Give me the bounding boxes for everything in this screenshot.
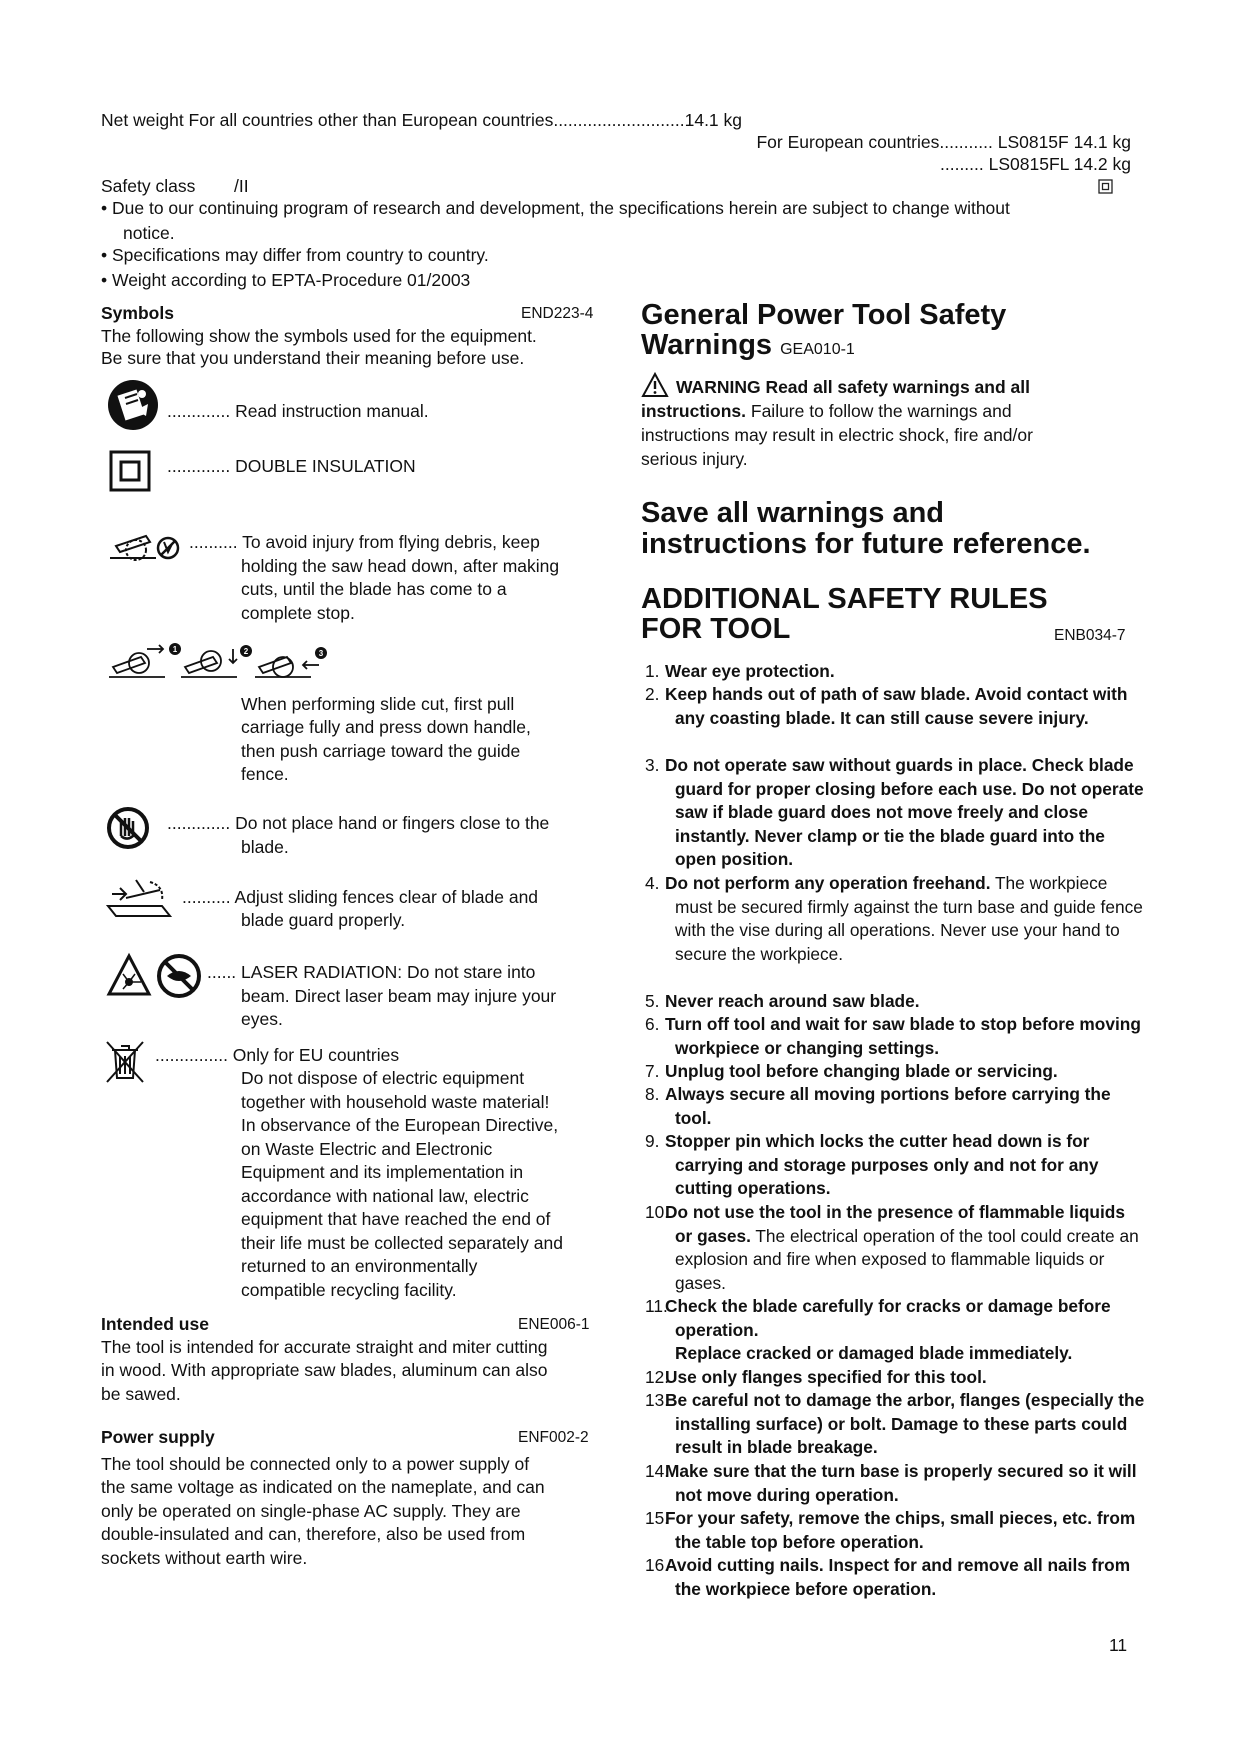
rule-6-number: 6. bbox=[645, 1014, 660, 1034]
rule-2-number: 2. bbox=[645, 684, 660, 704]
no-hands-icon bbox=[106, 806, 150, 850]
intended-use-line-1: The tool is intended for accurate straight and miter cutting bbox=[101, 1337, 548, 1357]
rule-15-bold: For your safety, remove the chips, small pieces, etc. from the table top before operation. bbox=[665, 1508, 1136, 1552]
power-supply-line-4: double-insulated and can, therefore, also be used from bbox=[101, 1524, 526, 1544]
additional-code: ENB034-7 bbox=[1054, 627, 1126, 644]
warning-line-1: WARNING Read all safety warnings and all bbox=[676, 377, 1030, 397]
additional-title-line-1: ADDITIONAL SAFETY RULES bbox=[641, 583, 1048, 615]
rule-7-bold: Unplug tool before changing blade or servicing. bbox=[665, 1061, 1058, 1081]
rule-7-number: 7. bbox=[645, 1061, 660, 1081]
safety-class-label: Safety class bbox=[101, 176, 196, 196]
symbol-laser-line-2: beam. Direct laser beam may injure your bbox=[241, 986, 557, 1006]
symbol-weee-line-1: ............... Only for EU countries bbox=[155, 1045, 400, 1065]
rule-15-number: 15. bbox=[645, 1508, 670, 1528]
rule-14-bold: Make sure that the turn base is properly secured so it will not move during operation. bbox=[665, 1461, 1137, 1505]
rule-5 bbox=[645, 990, 1145, 1014]
save-warnings-line-2: instructions for future reference. bbox=[641, 528, 1091, 560]
general-title-warnings: Warnings bbox=[641, 329, 773, 361]
symbol-weee-line-7: accordance with national law, electric bbox=[241, 1186, 529, 1206]
sliding-fence-icon bbox=[106, 876, 174, 922]
slide-step-2: 2 bbox=[243, 647, 249, 656]
rule-9 bbox=[645, 1130, 1145, 1201]
rule-4-number: 4. bbox=[645, 873, 660, 893]
rule-11 bbox=[645, 1295, 1145, 1342]
flying-debris-icon bbox=[106, 524, 181, 568]
laser-radiation-icon bbox=[107, 952, 203, 1000]
rule-16-number: 16. bbox=[645, 1555, 670, 1575]
symbol-weee-line-4: In observance of the European Directive, bbox=[241, 1115, 559, 1135]
symbol-slide-cut-line-2: carriage fully and press down handle, bbox=[241, 717, 531, 737]
symbol-read-manual-text: ............. Read instruction manual. bbox=[167, 401, 429, 421]
ls0815fl-weight-line: ......... LS0815FL 14.2 kg bbox=[940, 154, 1131, 174]
symbol-weee-line-5: on Waste Electric and Electronic bbox=[241, 1139, 493, 1159]
slide-step-3: 3 bbox=[318, 649, 324, 658]
rule-8 bbox=[645, 1083, 1145, 1130]
rule-12-number: 12. bbox=[645, 1367, 670, 1387]
rule-13 bbox=[645, 1389, 1145, 1460]
rule-1-bold: Wear eye protection. bbox=[665, 661, 835, 681]
symbol-sliding-fence-line-1: .......... Adjust sliding fences clear of blade and bbox=[182, 887, 539, 907]
power-supply-line-1: The tool should be connected only to a power supply of bbox=[101, 1454, 530, 1474]
rule-13-bold: Be careful not to damage the arbor, flanges (especially the installing surface) or bolt. Damage to these parts could result in blade breakage. bbox=[665, 1390, 1145, 1457]
symbols-heading: Symbols bbox=[101, 303, 174, 323]
rule-11-bold: Check the blade carefully for cracks or damage before operation. bbox=[665, 1296, 1111, 1340]
power-supply-heading: Power supply bbox=[101, 1427, 215, 1447]
symbol-weee-line-8: equipment that have reached the end of bbox=[241, 1209, 551, 1229]
rule-4-bold: Do not perform any operation freehand. bbox=[665, 873, 991, 893]
rule-10-rest: The electrical operation of the tool could create an explosion and fire when exposed to flammable liquids or gases. bbox=[675, 1225, 1139, 1293]
rule-4-rest: The workpiece must be secured firmly against the turn base and guide fence with the vise during all operations. Never use your hand to secure the workpiece. bbox=[675, 873, 1143, 964]
rule-6-bold: Turn off tool and wait for saw blade to stop before moving workpiece or changing settings. bbox=[665, 1014, 1141, 1058]
rule-16 bbox=[645, 1554, 1145, 1601]
slide-step-1: 1 bbox=[172, 645, 178, 654]
rule-11-cont bbox=[645, 1342, 1145, 1366]
intended-use-line-3: be sawed. bbox=[101, 1384, 181, 1404]
rule-8-bold: Always secure all moving portions before carrying the tool. bbox=[665, 1084, 1111, 1128]
rule-10-number: 10. bbox=[645, 1202, 670, 1222]
warning-line-4: serious injury. bbox=[641, 449, 748, 469]
intended-use-code: ENE006-1 bbox=[518, 1316, 590, 1333]
rule-15 bbox=[645, 1507, 1145, 1554]
symbols-code: END223-4 bbox=[521, 305, 594, 322]
symbol-laser-line-3: eyes. bbox=[241, 1009, 283, 1029]
save-warnings-line-1: Save all warnings and bbox=[641, 497, 944, 529]
symbol-weee-line-3: together with household waste material! bbox=[241, 1092, 550, 1112]
symbol-slide-cut-line-3: then push carriage toward the guide bbox=[241, 741, 521, 761]
symbols-intro-1: The following show the symbols used for the equipment. bbox=[101, 326, 537, 346]
rule-2-bold: Keep hands out of path of saw blade. Avoid contact with any coasting blade. It can still cause severe injury. bbox=[665, 684, 1128, 728]
symbol-weee-line-10: returned to an environmentally bbox=[241, 1256, 478, 1276]
rule-3-number: 3. bbox=[645, 755, 660, 775]
rule-3 bbox=[645, 754, 1145, 872]
power-supply-line-3: only be operated on single-phase AC supply. They are bbox=[101, 1501, 521, 1521]
general-title-line-2 bbox=[641, 330, 855, 365]
european-weight-line: For European countries........... LS0815F 14.1 kg bbox=[756, 132, 1131, 152]
rule-14-number: 14. bbox=[645, 1461, 670, 1481]
note-3: • Weight according to EPTA-Procedure 01/2003 bbox=[101, 270, 471, 290]
rule-8-number: 8. bbox=[645, 1084, 660, 1104]
rule-14 bbox=[645, 1460, 1145, 1507]
rule-2 bbox=[645, 683, 1145, 730]
symbol-flying-debris-line-3: cuts, until the blade has come to a bbox=[241, 579, 507, 599]
power-supply-line-5: sockets without earth wire. bbox=[101, 1548, 308, 1568]
symbol-weee-line-2: Do not dispose of electric equipment bbox=[241, 1068, 525, 1088]
symbol-slide-cut-line-1: When performing slide cut, first pull bbox=[241, 694, 515, 714]
rule-1 bbox=[645, 660, 1145, 684]
warning-triangle-icon bbox=[641, 372, 669, 398]
slide-cut-icon bbox=[105, 637, 337, 685]
rule-5-bold: Never reach around saw blade. bbox=[665, 991, 920, 1011]
rule-13-number: 13. bbox=[645, 1390, 670, 1410]
rule-5-number: 5. bbox=[645, 991, 660, 1011]
intended-use-heading: Intended use bbox=[101, 1314, 209, 1334]
symbol-no-hands-line-2: blade. bbox=[241, 837, 289, 857]
rule-12-bold: Use only flanges specified for this tool. bbox=[665, 1367, 987, 1387]
symbol-no-hands-line-1: ............. Do not place hand or fingers close to the bbox=[167, 813, 550, 833]
double-insulation-icon bbox=[109, 450, 151, 492]
symbol-flying-debris-line-1: .......... To avoid injury from flying debris, keep bbox=[189, 532, 540, 552]
symbol-laser-line-1: ...... LASER RADIATION: Do not stare into bbox=[207, 962, 536, 982]
symbol-double-insulation-text: ............. DOUBLE INSULATION bbox=[167, 456, 416, 476]
note-1-cont: notice. bbox=[123, 223, 175, 243]
symbol-slide-cut-line-4: fence. bbox=[241, 764, 289, 784]
warning-instructions-bold: instructions. bbox=[641, 401, 747, 421]
power-supply-line-2: the same voltage as indicated on the nameplate, and can bbox=[101, 1477, 545, 1497]
rule-16-bold: Avoid cutting nails. Inspect for and remove all nails from the workpiece before operation. bbox=[665, 1555, 1131, 1599]
rule-9-bold: Stopper pin which locks the cutter head down is for carrying and storage purposes only and not for any cutting operations. bbox=[665, 1131, 1099, 1198]
rule-10-bold: Do not use the tool in the presence of flammable liquids or gases. bbox=[665, 1202, 1125, 1246]
rule-9-number: 9. bbox=[645, 1131, 660, 1151]
rule-10 bbox=[645, 1201, 1145, 1295]
warning-line-2 bbox=[641, 400, 1012, 423]
additional-title-line-2: FOR TOOL bbox=[641, 613, 791, 645]
read-manual-icon bbox=[106, 378, 160, 432]
symbol-weee-line-6: Equipment and its implementation in bbox=[241, 1162, 524, 1182]
safety-class-value: /II bbox=[234, 176, 249, 196]
rule-11-cont-bold: Replace cracked or damaged blade immediately. bbox=[675, 1343, 1073, 1363]
symbol-flying-debris-line-2: holding the saw head down, after making bbox=[241, 556, 560, 576]
note-2: • Specifications may differ from country to country. bbox=[101, 245, 489, 265]
page-number: 11 bbox=[1109, 1635, 1128, 1655]
rule-6 bbox=[645, 1013, 1145, 1060]
rule-1-number: 1. bbox=[645, 661, 660, 681]
rule-7 bbox=[645, 1060, 1145, 1084]
net-weight-line: Net weight For all countries other than European countries...........................14.1 kg bbox=[101, 110, 743, 130]
warning-line-3: instructions may result in electric shock, fire and/or bbox=[641, 425, 1033, 445]
rule-3-bold: Do not operate saw without guards in place. Check blade guard for proper closing before each use. Do not operate saw if blade guard does not move freely and close instantly. Never clamp or tie the blade guard into the open position. bbox=[665, 755, 1144, 869]
symbol-weee-line-9: their life must be collected separately and bbox=[241, 1233, 563, 1253]
double-insulation-small-icon bbox=[1098, 179, 1113, 194]
intended-use-line-2: in wood. With appropriate saw blades, aluminum can also bbox=[101, 1360, 548, 1380]
rule-12 bbox=[645, 1366, 1145, 1390]
note-1: • Due to our continuing program of research and development, the specifications herein are subject to change without bbox=[101, 198, 1010, 218]
symbol-sliding-fence-line-2: blade guard properly. bbox=[241, 910, 406, 930]
general-code: GEA010-1 bbox=[780, 341, 855, 358]
rule-11-number: 11. bbox=[645, 1296, 668, 1316]
weee-bin-icon bbox=[103, 1038, 147, 1086]
symbol-flying-debris-line-4: complete stop. bbox=[241, 603, 355, 623]
warning-line-2-rest: Failure to follow the warnings and bbox=[746, 401, 1012, 421]
power-supply-code: ENF002-2 bbox=[518, 1429, 589, 1446]
general-title-line-1: General Power Tool Safety bbox=[641, 299, 1007, 331]
rule-4 bbox=[645, 872, 1145, 966]
symbol-weee-line-11: compatible recycling facility. bbox=[241, 1280, 457, 1300]
symbols-intro-2: Be sure that you understand their meaning before use. bbox=[101, 348, 525, 368]
